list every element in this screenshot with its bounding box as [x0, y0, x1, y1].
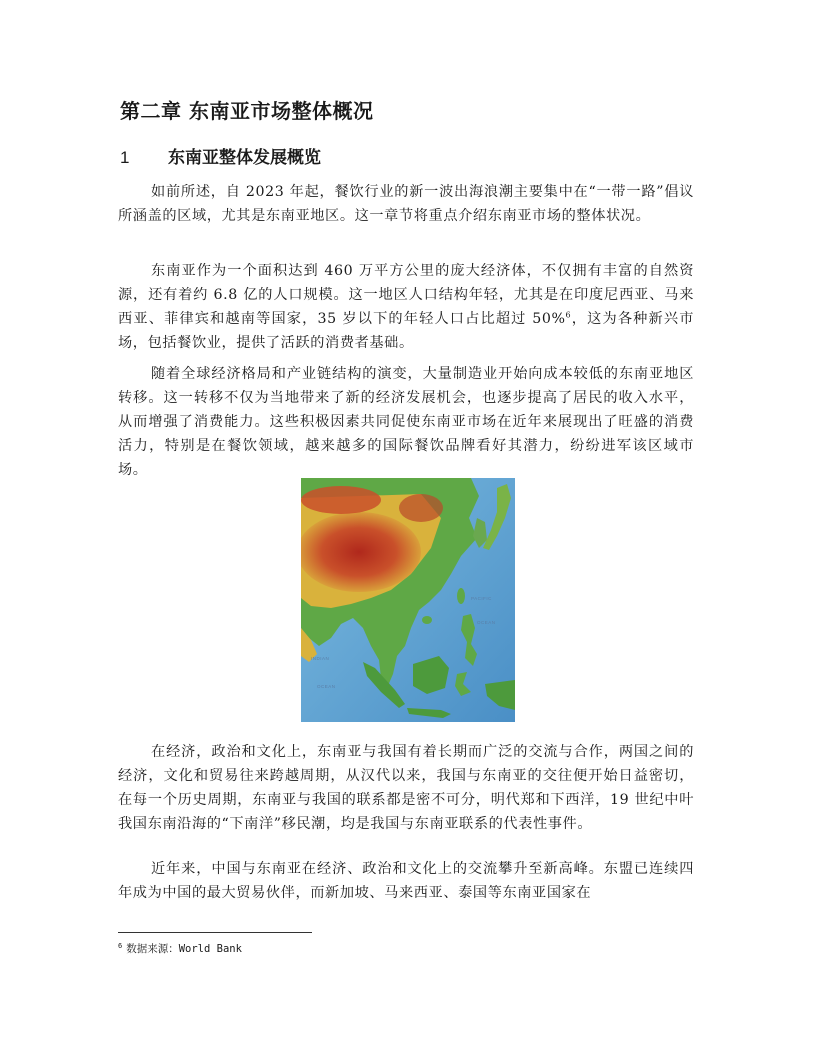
map-svg — [301, 478, 515, 722]
map-label-ocean-east: OCEAN — [477, 620, 496, 625]
paragraph-intro: 如前所述，自 2023 年起，餐饮行业的新一波出海浪潮主要集中在“一带一路”倡议所涵盖的区域，尤其是东南亚地区。这一章节将重点介绍东南亚市场的整体状况。 — [118, 184, 694, 224]
footnote-reference[interactable]: 6 — [565, 310, 572, 320]
chapter-title: 第二章 东南亚市场整体概况 — [120, 99, 374, 123]
paragraph-industry: 随着全球经济格局和产业链结构的演变，大量制造业开始向成本较低的东南亚地区转移。这一转移不仅为当地带来了新的经济发展机会，也逐步提高了居民的收入水平，从而增强了消费能力。这些积极因素共同促使东南亚市场在近年来展现出了旺盛的消费活力，特别是在餐饮领域，越来越多的国际餐饮品牌看好其潜力，纷纷进军该区域市场。 — [118, 366, 694, 478]
taiwan-island — [457, 588, 465, 604]
section-number: 1 — [120, 148, 130, 167]
footnote-number: 6 — [118, 941, 123, 950]
asia-relief-map-image — [301, 478, 515, 722]
paragraph-population — [118, 259, 694, 355]
paragraph-recent: 近年来，中国与东南亚在经济、政治和文化上的交流攀升至新高峰。东盟已连续四年成为中国的最大贸易伙伴，而新加坡、马来西亚、泰国等东南亚国家在 — [118, 861, 694, 901]
footnote — [118, 941, 242, 956]
map-label-pacific: PACIFIC — [471, 596, 492, 601]
map-label-ocean-west: OCEAN — [317, 684, 336, 689]
section-heading — [120, 143, 321, 168]
hainan-island — [422, 616, 432, 624]
paragraph-population-tail: ，这为各种新兴市场，包括餐饮业，提供了活跃的消费者基础。 — [118, 311, 694, 351]
mountain-east — [399, 494, 443, 522]
mountain-region — [301, 512, 421, 592]
section-title: 东南亚整体发展概览 — [168, 148, 321, 168]
footnote-divider — [118, 932, 312, 933]
paragraph-history: 在经济，政治和文化上，东南亚与我国有着长期而广泛的交流与合作，两国之间的经济，文化和贸易往来跨越周期，从汉代以来，我国与东南亚的交往便开始日益密切，在每一个历史周期，东南亚与我国的联系都是密不可分，明代郑和下西洋，19 世纪中叶我国东南沿海的“下南洋”移民潮，均是我国与东南亚联系的代表性事件。 — [118, 744, 694, 832]
paragraph-population-text: 东南亚作为一个面积达到 460 万平方公里的庞大经济体，不仅拥有丰富的自然资源，还有着约 6.8 亿的人口规模。这一地区人口结构年轻，尤其是在印度尼西亚、马来西亚、菲律宾和越南等国家，35 岁以下的年轻人口占比超过 50% — [118, 263, 694, 327]
mountain-north — [301, 486, 381, 514]
map-label-indian: INDIAN — [311, 656, 330, 661]
footnote-text: 数据来源：World Bank — [126, 943, 242, 955]
